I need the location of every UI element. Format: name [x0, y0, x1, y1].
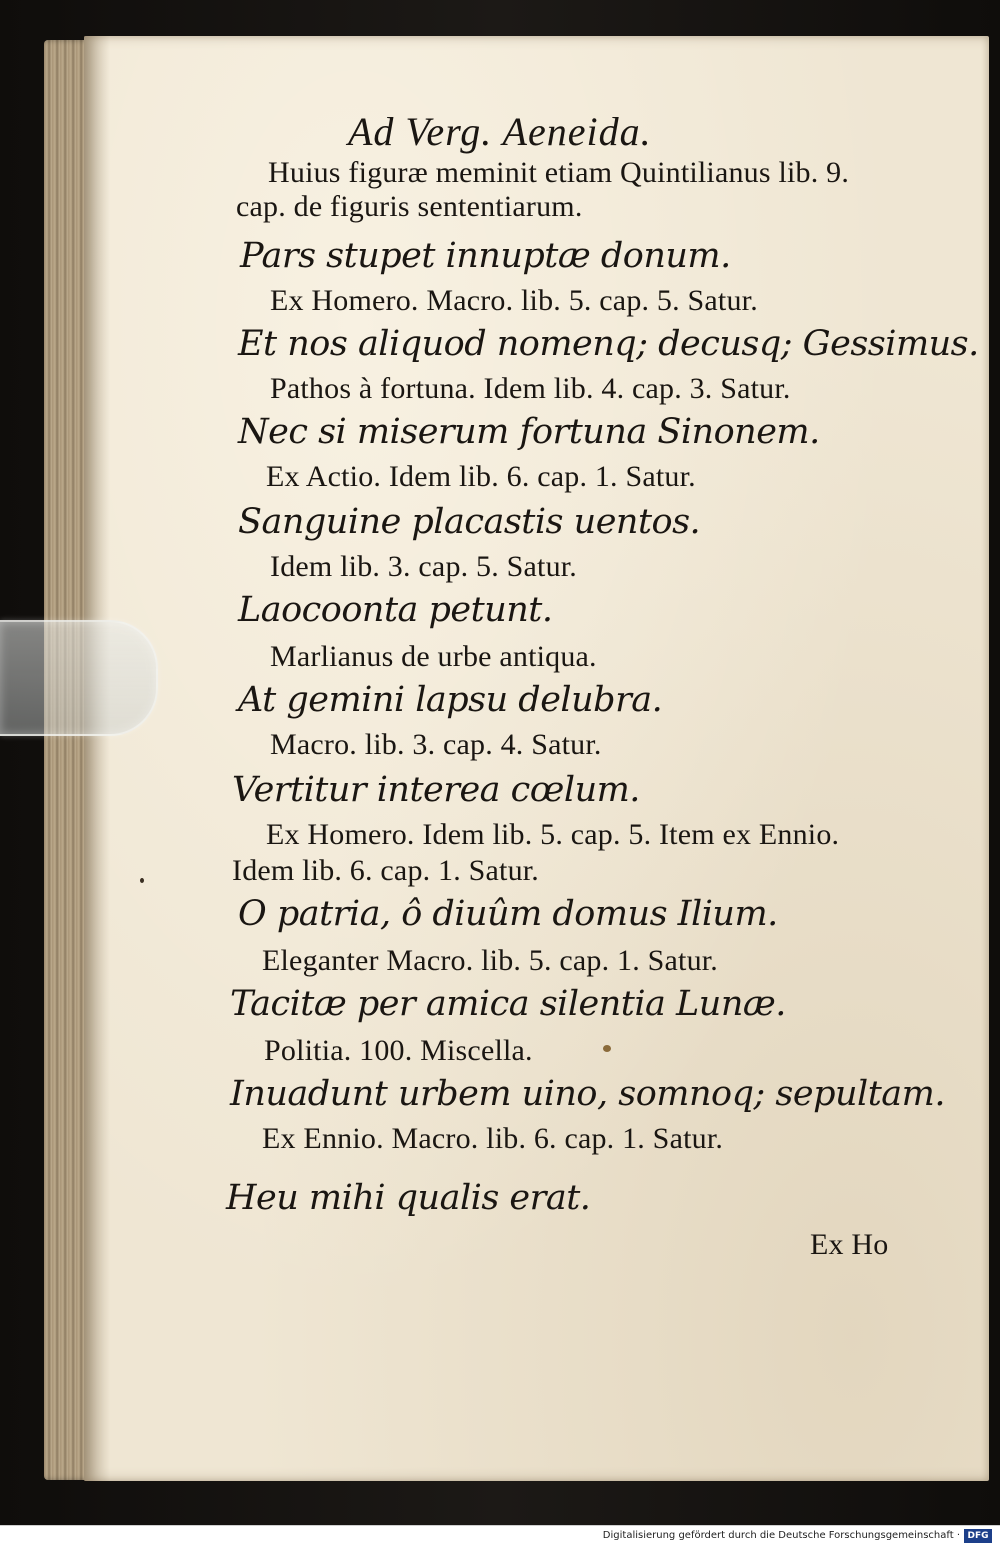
catchword: Ex Ho — [810, 1228, 889, 1261]
dfg-logo: DFG — [964, 1529, 992, 1543]
running-head: Ad Verg. Aeneida. — [348, 109, 652, 154]
quote-line: Nec si miserum fortuna Sinonem. — [238, 412, 820, 452]
quote-line: At gemini lapsu delubra. — [238, 680, 663, 720]
text-line: Huius figuræ meminit etiam Quintilianus lib. 9. — [268, 156, 850, 189]
text-line: Idem lib. 6. cap. 1. Satur. — [232, 854, 540, 887]
quote-line: Vertitur interea cœlum. — [232, 770, 640, 810]
text-line: Ex Ennio. Macro. lib. 6. cap. 1. Satur. — [262, 1122, 724, 1155]
quote-line: Pars stupet innuptæ donum. — [240, 236, 731, 276]
page-clip — [0, 620, 158, 736]
quote-line: Laocoonta petunt. — [238, 590, 553, 630]
text-line: Macro. lib. 3. cap. 4. Satur. — [270, 728, 602, 761]
text-line: Politia. 100. Miscella. — [264, 1034, 533, 1067]
quote-line: Et nos aliquod nomenq; decusq; Gessimus. — [238, 324, 979, 364]
footer-bar — [0, 1525, 1000, 1547]
text-line: Pathos à fortuna. Idem lib. 4. cap. 3. Satur. — [270, 372, 791, 405]
text-line: Eleganter Macro. lib. 5. cap. 1. Satur. — [262, 944, 718, 977]
text-line: Ex Actio. Idem lib. 6. cap. 1. Satur. — [266, 460, 696, 493]
quote-line: Tacitæ per amica silentia Lunæ. — [230, 984, 786, 1024]
text-line: Marlianus de urbe antiqua. — [270, 640, 597, 673]
quote-line: O patria, ô diuûm domus Ilium. — [238, 894, 778, 934]
quote-line: Sanguine placastis uentos. — [238, 502, 701, 542]
text-line: Ex Homero. Idem lib. 5. cap. 5. Item ex Ennio. — [266, 818, 840, 851]
footer-credit: Digitalisierung gefördert durch die Deutsche Forschungsgemeinschaft · — [602, 1530, 960, 1541]
text-line: Idem lib. 3. cap. 5. Satur. — [270, 550, 578, 583]
quote-line: Inuadunt urbem uino, somnoq; sepultam. — [230, 1074, 945, 1114]
text-line: cap. de figuris sententiarum. — [236, 190, 583, 223]
quote-line: Heu mihi qualis erat. — [226, 1178, 591, 1218]
text-line: Ex Homero. Macro. lib. 5. cap. 5. Satur. — [270, 284, 758, 317]
